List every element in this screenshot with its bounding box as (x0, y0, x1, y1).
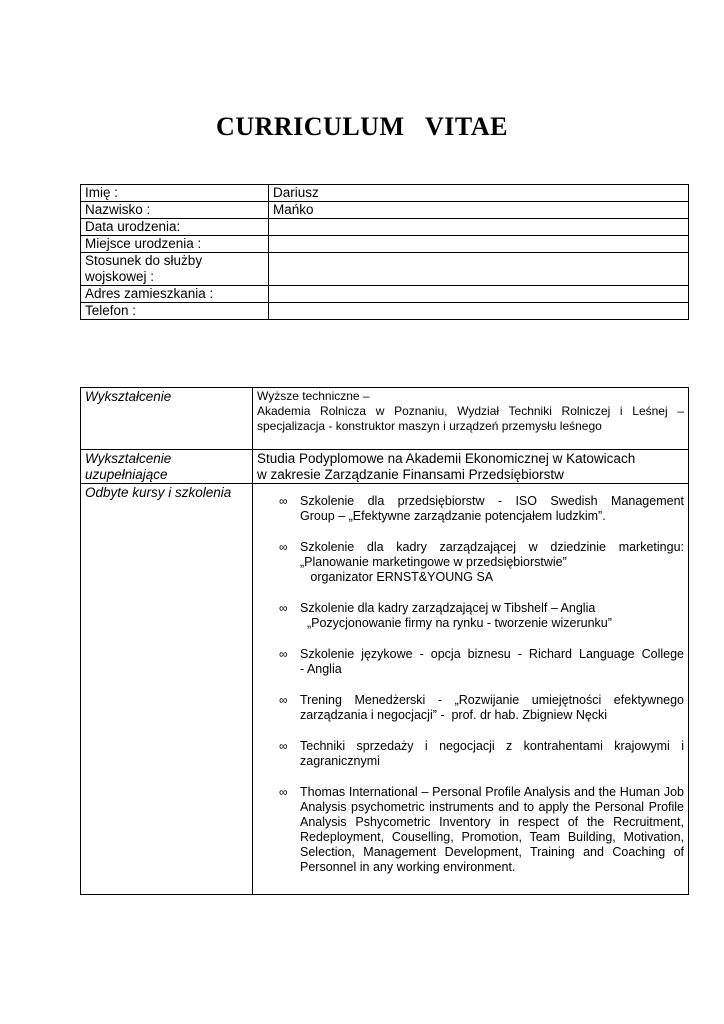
course-line: zarządzania i negocjacji” - prof. dr hab. Zbigniew Nęcki (300, 708, 608, 722)
supplementary-label-line1: Wykształcenie (85, 451, 172, 466)
education-label: Wykształcenie (81, 388, 253, 450)
supplementary-line: Studia Podyplomowe na Akademii Ekonomicznej w Katowicach (257, 451, 636, 466)
list-item (257, 494, 684, 524)
supplementary-education-label (81, 450, 253, 484)
infinity-bullet-icon: ∞ (279, 647, 288, 661)
infinity-bullet-icon: ∞ (279, 494, 288, 508)
military-status-value (269, 253, 689, 286)
list-item (257, 693, 684, 723)
course-line: Techniki sprzedaży i negocjacji z kontrahentami krajowymi i (300, 739, 684, 753)
document-title: CURRICULUM VITAE (216, 112, 508, 141)
address-label: Adres zamieszkania : (81, 286, 269, 303)
list-item (257, 739, 684, 769)
infinity-bullet-icon: ∞ (279, 540, 288, 554)
table-row (81, 484, 689, 895)
courses-value (253, 484, 689, 895)
course-line: Group – „Efektywne zarządzanie potencjałem ludzkim”. (300, 509, 606, 523)
education-line: Akademia Rolnicza w Poznaniu, Wydział Techniki Rolniczej i Leśnej – (257, 404, 684, 418)
birth-date-value (269, 219, 689, 236)
education-line: specjalizacja - konstruktor maszyn i urządzeń przemysłu leśnego (257, 419, 602, 433)
table-row (81, 185, 689, 202)
personal-data-table (80, 184, 689, 320)
course-line: Szkolenie dla kadry zarządzającej w Tibshelf – Anglia (300, 601, 596, 615)
military-status-label-line1: Stosunek do służby (85, 253, 203, 268)
phone-value (269, 303, 689, 320)
table-row (81, 388, 689, 450)
birth-date-label: Data urodzenia: (81, 219, 269, 236)
table-row (81, 236, 689, 253)
list-item (257, 785, 684, 875)
table-row (81, 202, 689, 219)
supplementary-line: w zakresie Zarządzanie Finansami Przedsiębiorstw (257, 467, 564, 482)
course-line: „Pozycjonowanie firmy na rynku - tworzenie wizerunku” (300, 616, 612, 630)
course-line: organizator ERNST&YOUNG SA (300, 570, 494, 584)
infinity-bullet-icon: ∞ (279, 693, 288, 707)
first-name-label: Imię : (81, 185, 269, 202)
table-row (81, 286, 689, 303)
course-line: Szkolenie dla przedsiębiorstw - ISO Swedish Management (300, 494, 684, 508)
birth-place-value (269, 236, 689, 253)
supplementary-education-value (253, 450, 689, 484)
courses-list (257, 484, 684, 875)
course-line: Trening Menedżerski - „Rozwijanie umiejętności efektywnego (300, 693, 684, 707)
course-line: „Planowanie marketingowe w przedsiębiorstwie” (300, 555, 567, 569)
table-row (81, 253, 689, 286)
military-status-label (81, 253, 269, 286)
supplementary-label-line2: uzupełniające (85, 467, 168, 482)
table-row (81, 219, 689, 236)
course-line: Szkolenie dla kadry zarządzającej w dziedzinie marketingu: (300, 540, 684, 554)
last-name-value: Mańko (269, 202, 689, 219)
list-item (257, 601, 684, 631)
education-value (253, 388, 689, 450)
phone-label: Telefon : (81, 303, 269, 320)
courses-label: Odbyte kursy i szkolenia (81, 484, 253, 895)
birth-place-label: Miejsce urodzenia : (81, 236, 269, 253)
education-table (80, 387, 689, 895)
infinity-bullet-icon: ∞ (279, 601, 288, 615)
course-line: zagranicznymi (300, 754, 380, 768)
infinity-bullet-icon: ∞ (279, 739, 288, 753)
list-item (257, 540, 684, 585)
education-line: Wyższe techniczne – (257, 389, 370, 403)
table-row (81, 303, 689, 320)
course-line: - Anglia (300, 662, 342, 676)
course-line: Szkolenie językowe - opcja biznesu - Richard Language College (300, 647, 684, 661)
first-name-value: Dariusz (269, 185, 689, 202)
infinity-bullet-icon: ∞ (279, 785, 288, 799)
list-item (257, 647, 684, 677)
last-name-label: Nazwisko : (81, 202, 269, 219)
course-text: Thomas International – Personal Profile Analysis and the Human Job Analysis psychometric instruments and to apply the Personal Profile Analysis Pshycometric Inventory in respect of the Recruitment, Redeployment, Couselling, Promotion, Team Building, Motivation, Selection, Management Development, Training and Coaching of Personnel in any working environment. (300, 785, 684, 874)
table-row (81, 450, 689, 484)
military-status-label-line2: wojskowej : (85, 269, 155, 284)
address-value (269, 286, 689, 303)
